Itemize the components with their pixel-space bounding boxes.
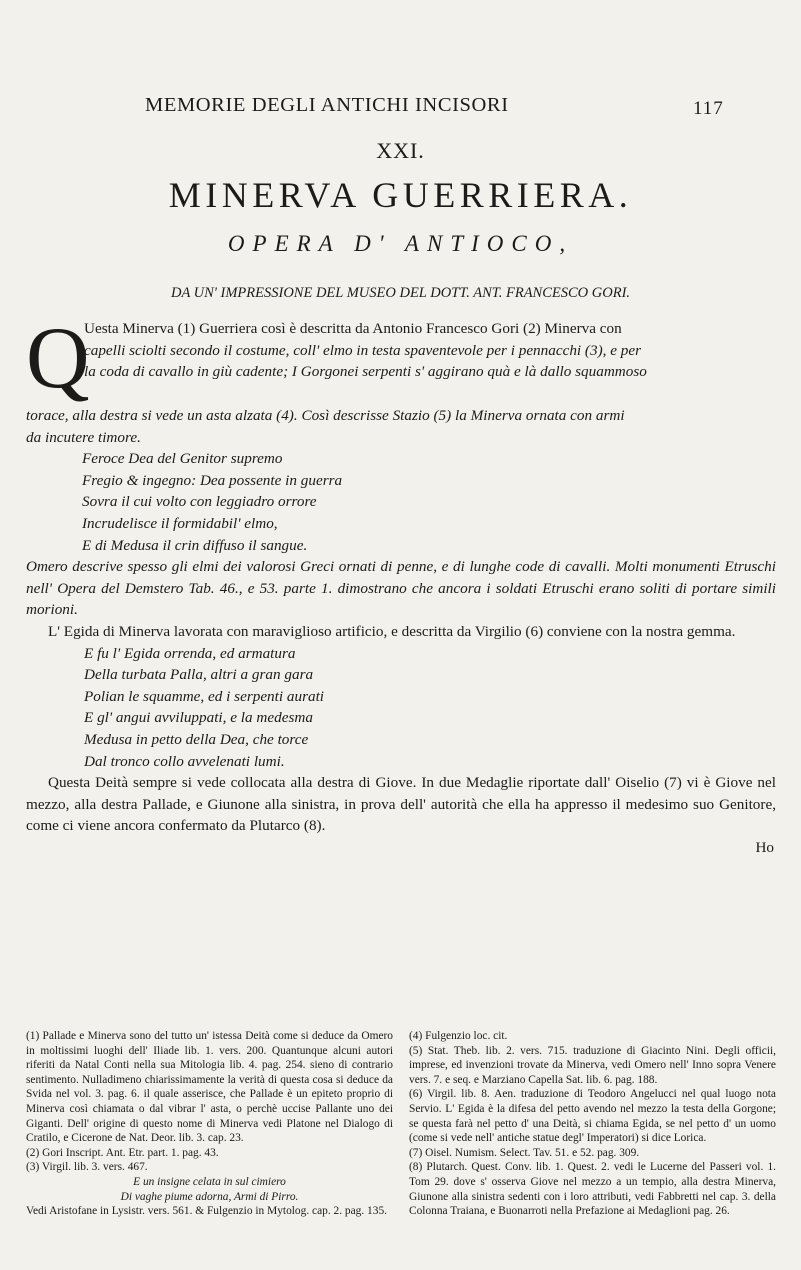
footnotes-left (26, 1029, 393, 1219)
paragraph-homer: Omero descrive spesso gli elmi dei valorosi Greci ornati di penne, e di lunghe code di cavalli. Molti monumenti Etruschi nell' Opera del Demstero Tab. 46., e 53. parte 1. dimostrano che ancora i soldati Etruschi erano soliti di portare simili morioni. (26, 558, 776, 619)
footnote-verse: E un insigne celata in sul cimiero (133, 1175, 286, 1188)
verse-line: Sovra il cui volto con leggiadro orrore (82, 493, 317, 511)
verse-line: E fu l' Egida orrenda, ed armatura (84, 644, 296, 662)
intro-line: Uesta Minerva (1) Guerriera così è descritta da Antonio Francesco Gori (2) Minerva con (84, 320, 622, 337)
footnote: (6) Virgil. lib. 8. Aen. traduzione di Teodoro Angelucci nel qual luogo nota Servio. L' Egida è la difesa del petto avendo nel mezzo la testa della Gorgone; se questa farà nel petto d' una Deità, si chiama Egida, se nel petto d' un uomo (come si vede nell' antiche statue degl' Imperatori) si dice Lorica. (409, 1088, 776, 1145)
page-number: 117 (693, 98, 724, 119)
footnote: (7) Oisel. Numism. Select. Tav. 51. e 52. pag. 309. (409, 1146, 640, 1159)
verse-line: Della turbata Palla, altri a gran gara (84, 666, 314, 684)
footnotes (26, 1029, 776, 1219)
intro-line: da incutere timore. (26, 428, 141, 446)
main-text (26, 310, 776, 858)
section-subtitle: OPERA D' ANTIOCO, (227, 231, 574, 256)
footnotes-right (409, 1029, 776, 1219)
paragraph-jove: Questa Deità sempre si vede collocata alla destra di Giove. In due Medaglie riportate dall' Oiselio (7) vi è Giove nel mezzo, alla destra Pallade, e Giunone alla sinistra, in prova dell' autorità che ella ha appresso il medesimo suo Genitore, come ci viene ancora confermato da Plutarco (8). (26, 774, 776, 835)
verse-virgil (26, 643, 776, 773)
footnote: (3) Virgil. lib. 3. vers. 467. (26, 1161, 148, 1174)
running-title: MEMORIE DEGLI ANTICHI INCISORI (145, 94, 509, 116)
footnote: (2) Gori Inscript. Ant. Etr. part. 1. pag. 43. (26, 1146, 219, 1159)
footnote: (4) Fulgenzio loc. cit. (409, 1030, 508, 1042)
footnote: (5) Stat. Theb. lib. 2. vers. 715. traduzione di Giacinto Nini. Degli officii, imprese, ed invenzioni trovate da Minerva, vedi Omero nell' Inno sopra Venere vers. 7. e seq. e Marziano Capella Sat. lib. 6. pag. 188. (409, 1044, 776, 1086)
drop-cap: Q (26, 310, 90, 407)
verse-line: Medusa in petto della Dea, che torce (84, 730, 309, 748)
footnote: Vedi Aristofane in Lysistr. vers. 561. & Fulgenzio in Mytolog. cap. 2. pag. 135. (26, 1205, 387, 1218)
footnote: (1) Pallade e Minerva sono del tutto un' istessa Deità come si deduce da Omero in moltissimi luoghi dell' Iliade lib. 1. vers. 200. Quantunque alcuni autori riferiti da Natal Conti nella sua Mitologia lib. 4. pag. 254. sieno di contrario sentimento. Nulladimeno chiarissimamente la verità di questa cosa si deduce da Svida nel vol. 3. pag. 6. il quale asserisce, che Pallade è un epiteto proprio di Minerva così chiamata o dal vibrar l' asta, o perchè uccise Pallante uno dei Giganti. Dell' origine di questo nome di Minerva vedi Platone nel Dialogo di Cratilo, e Cicerone de Nat. Deor. lib. 3. cap. 23. (26, 1030, 393, 1145)
verse-line: Dal tronco collo avvelenati lumi. (84, 752, 285, 770)
verse-line: Feroce Dea del Genitor supremo (82, 450, 283, 468)
verse-line: Fregio & ingegno: Dea possente in guerra (82, 471, 343, 489)
section-number: XXI. (376, 138, 425, 163)
intro-line: capelli sciolti secondo il costume, coll' elmo in testa spaventevole per i pennacchi (3), e per (84, 341, 642, 359)
catchword: Ho (755, 838, 774, 856)
verse-statius (26, 448, 776, 556)
verse-line: E gl' angui avviluppati, e la medesma (84, 709, 313, 727)
paragraph-aegis: L' Egida di Minerva lavorata con maraviglioso artificio, e descritta da Virgilio (6) conviene con la nostra gemma. (48, 622, 736, 640)
verse-line: Polian le squamme, ed i serpenti aurati (84, 687, 325, 705)
footnote-verse: Di vaghe piume adorna, Armi di Pirro. (120, 1190, 299, 1203)
source-line: DA UN' IMPRESSIONE DEL MUSEO DEL DOTT. ANT. FRANCESCO GORI. (170, 285, 631, 301)
intro-line: torace, alla destra si vede un asta alzata (4). Così descrisse Stazio (5) la Minerva ornata con armi (26, 407, 625, 424)
paragraph-intro (26, 310, 776, 407)
footnote: (8) Plutarch. Quest. Conv. lib. 1. Quest. 2. vedi le Lucerne del Passeri vol. 1. Tom 29. dove s' osserva Giove nel mezzo a un tempio, alla destra Minerva, Giunone alla sinistra sedenti con i loro attributi, vedi Fabbretti nel cap. 3. della Colonna Traiana, e Buonarroti nella Prefazione ai Medaglioni pag. 26. (409, 1161, 776, 1218)
verse-line: E di Medusa il crin diffuso il sangue. (82, 536, 308, 554)
section-title: MINERVA GUERRIERA. (168, 175, 633, 215)
verse-line: Incrudelisce il formidabil' elmo, (82, 514, 278, 532)
intro-line: la coda di cavallo in giù cadente; I Gorgonei serpenti s' aggirano quà e là dallo squammoso (84, 363, 647, 381)
